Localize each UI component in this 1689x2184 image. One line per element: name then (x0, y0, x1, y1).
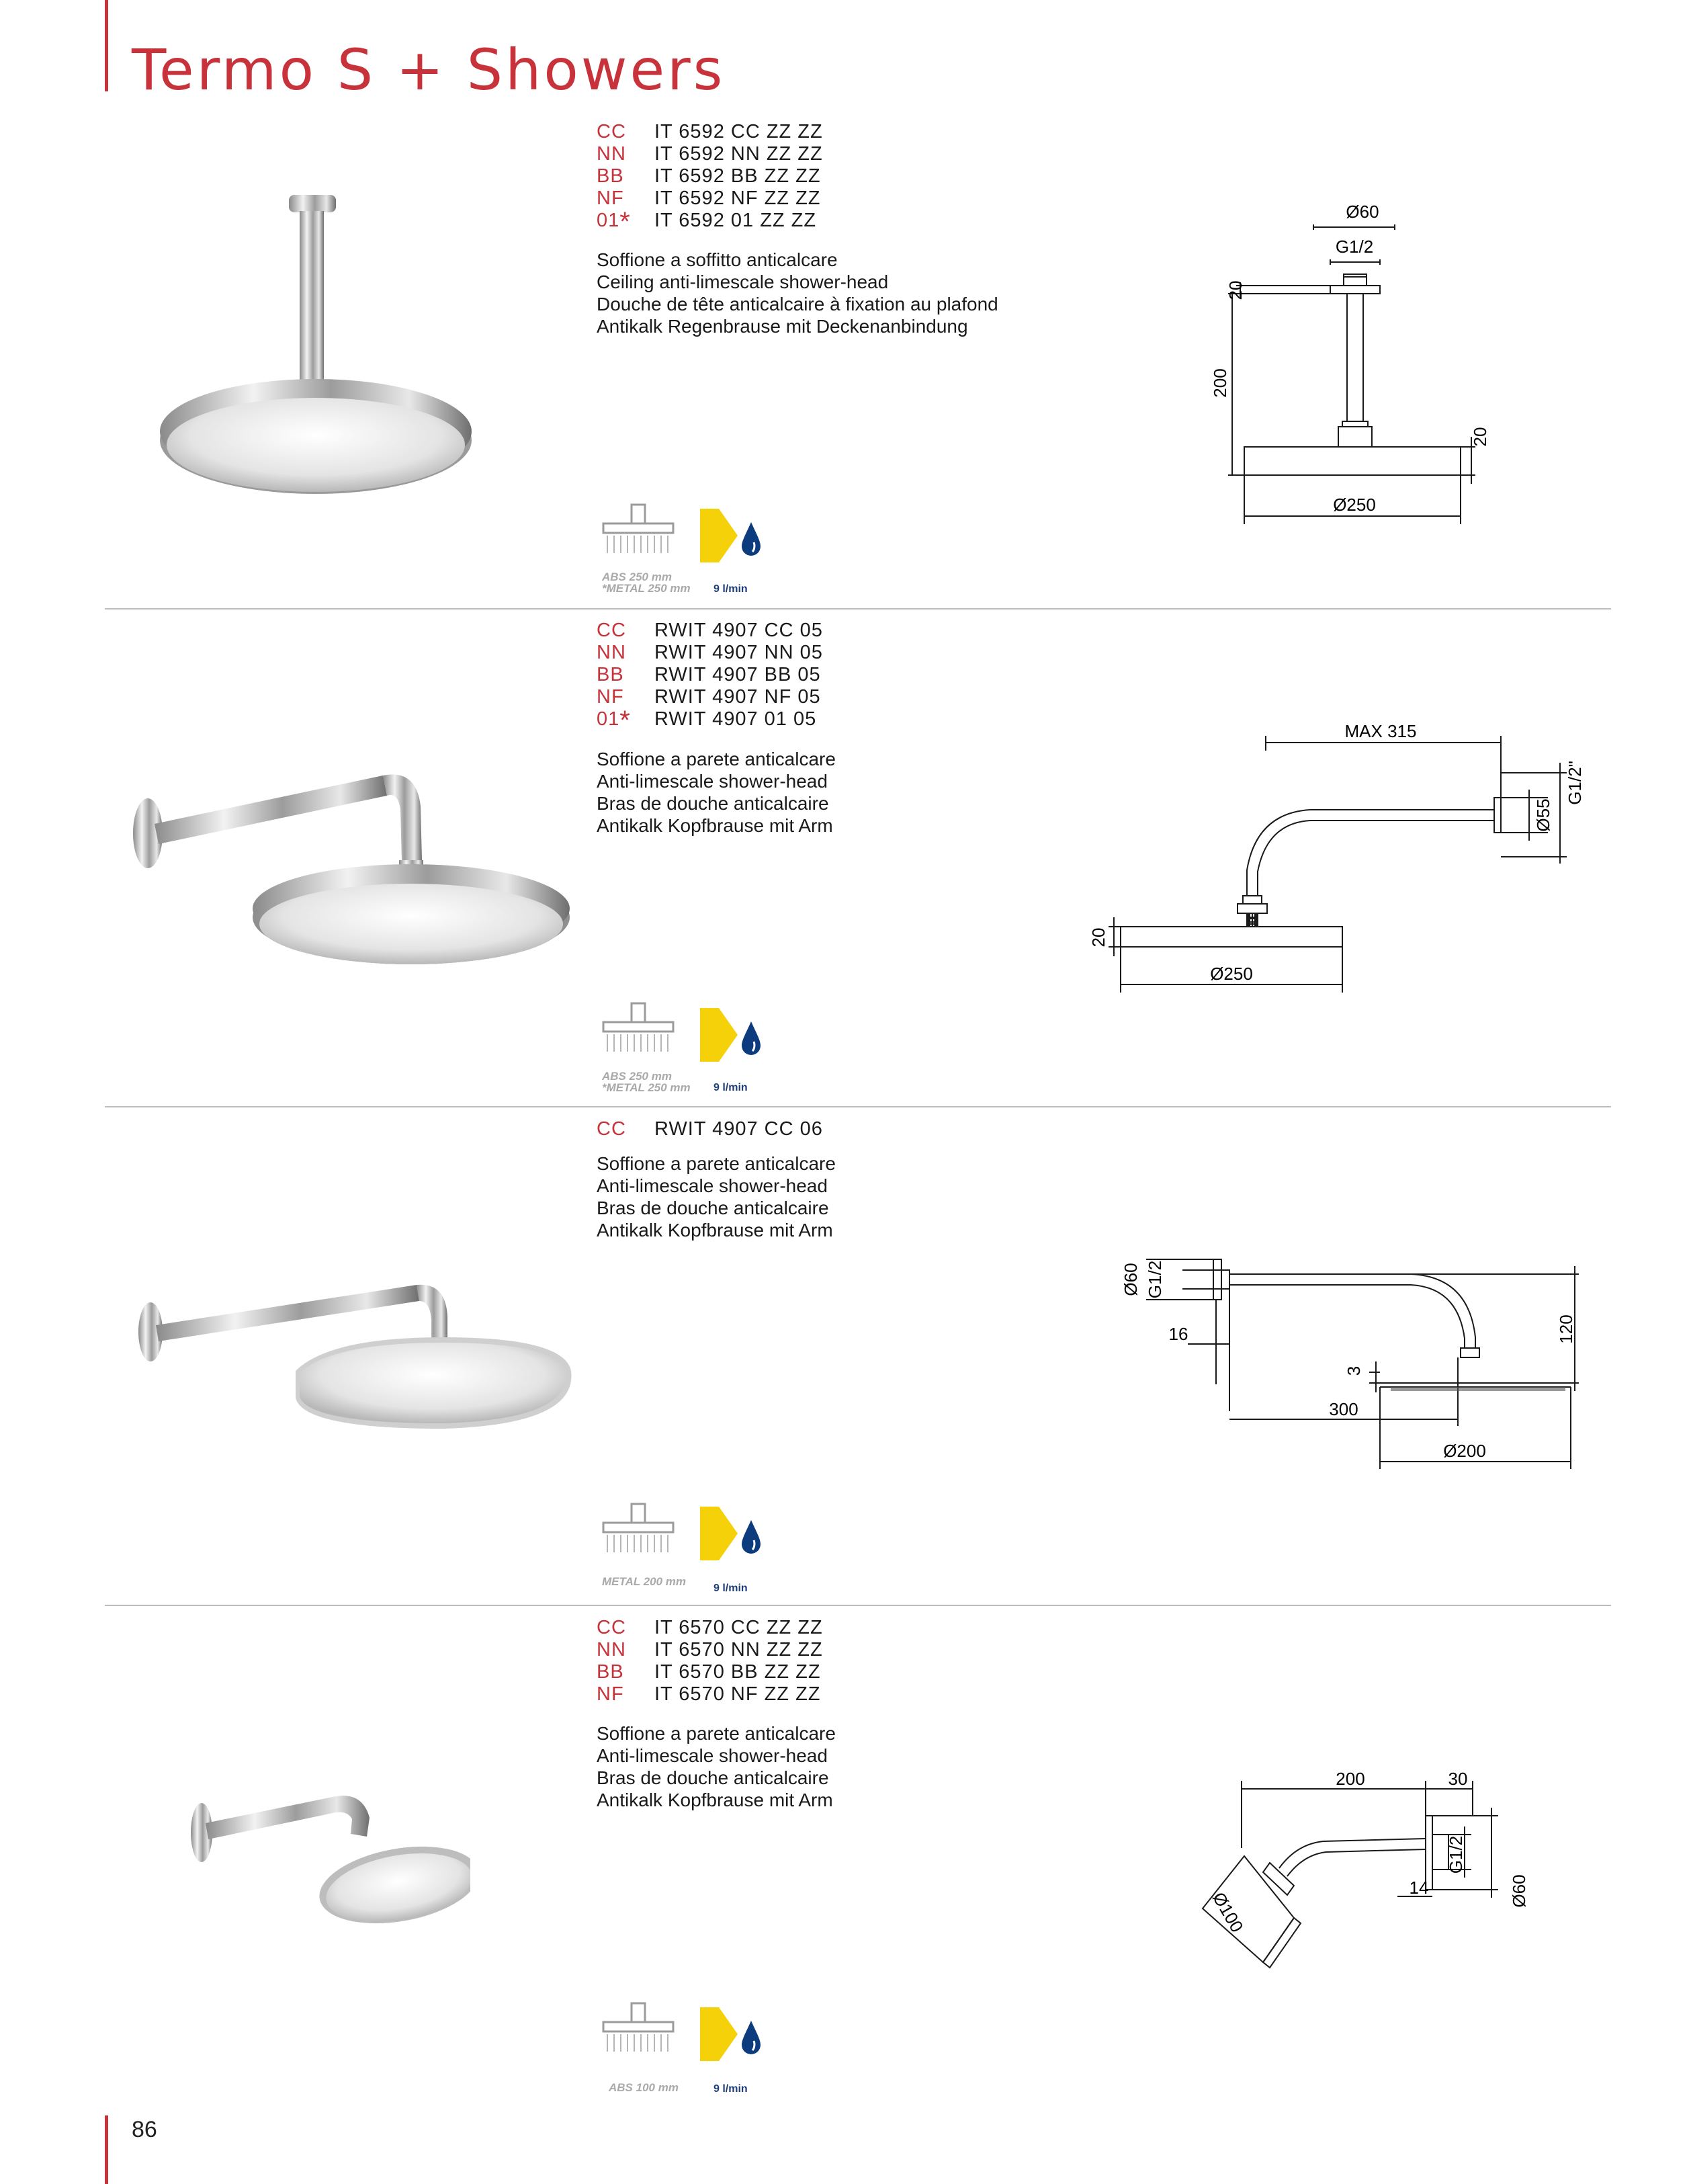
water-flow-icon (699, 1505, 766, 1566)
description-line: Anti-limescale shower-head (597, 1745, 828, 1766)
asterisk-mark: * (619, 706, 631, 735)
water-flow-icon (699, 507, 766, 568)
flow-rate-label: 9 l/min (713, 1583, 748, 1594)
shower-head-size-icon (598, 999, 679, 1073)
section-divider (105, 1106, 1611, 1107)
article-code: IT 6570 NN ZZ ZZ (654, 1639, 823, 1661)
finish-code: CC (597, 620, 626, 641)
dim-diameter: Ø55 (1533, 798, 1553, 832)
dim-diameter: Ø60 (1346, 202, 1379, 222)
dim-label: 200 (1336, 1769, 1365, 1789)
description-line: Antikalk Kopfbrause mit Arm (597, 1220, 833, 1241)
description-line: Anti-limescale shower-head (597, 771, 828, 792)
technical-drawing (1196, 195, 1491, 544)
dim-diameter: Ø250 (1210, 964, 1253, 984)
code-row (597, 1683, 823, 1706)
article-code: IT 6592 BB ZZ ZZ (654, 165, 821, 187)
size-caption: *METAL 250 mm (602, 1081, 691, 1094)
technical-drawing (1109, 1250, 1592, 1478)
size-caption: METAL 200 mm (602, 1575, 687, 1588)
dim-thread: G1/2" (1565, 761, 1585, 805)
flow-rate-label: 9 l/min (713, 2083, 748, 2095)
code-row (597, 1661, 823, 1683)
water-flow-icon (699, 2006, 766, 2066)
code-row (597, 620, 823, 642)
description-line: Ceiling anti-limescale shower-head (597, 271, 889, 292)
dim-label: 14 (1409, 1878, 1429, 1898)
page-title: Termo S + Showers (132, 37, 726, 103)
dim-thread: G1/2 (1145, 1260, 1165, 1299)
page-number: 86 (132, 2117, 157, 2142)
finish-code (597, 207, 654, 237)
article-code: RWIT 4907 BB 05 (654, 664, 821, 685)
water-flow-icon (699, 1007, 766, 1067)
code-row (597, 207, 823, 237)
dim-label: MAX 315 (1344, 721, 1417, 741)
dim-diameter: Ø60 (1509, 1874, 1529, 1908)
code-row (597, 642, 823, 664)
finish-code-value: 01 (597, 210, 620, 231)
flow-rate-label: 9 l/min (713, 583, 748, 595)
code-row (597, 1118, 823, 1140)
description-line: Bras de douche anticalcaire (597, 793, 829, 814)
dim-label: 16 (1168, 1324, 1188, 1344)
shower-head-size-icon (598, 1999, 679, 2073)
product-description (597, 1152, 836, 1241)
article-code: RWIT 4907 CC 05 (654, 620, 823, 641)
finish-code: CC (597, 1118, 626, 1140)
finish-code: NF (597, 686, 624, 708)
size-caption: *METAL 250 mm (602, 582, 691, 595)
product-description (597, 1722, 836, 1811)
icon-caption (602, 1070, 691, 1093)
code-row (597, 165, 823, 187)
finish-code: NN (597, 143, 626, 165)
description-line: Anti-limescale shower-head (597, 1175, 828, 1196)
description-line: Soffione a parete anticalcare (597, 1723, 836, 1744)
technical-drawing (1088, 716, 1606, 1011)
dim-label: 20 (1470, 427, 1490, 447)
dim-label: 300 (1329, 1399, 1358, 1419)
code-row (597, 143, 823, 165)
article-code: RWIT 4907 NF 05 (654, 686, 821, 708)
section-divider (105, 608, 1611, 610)
flow-rate-label: 9 l/min (713, 1082, 748, 1093)
dim-thread: G1/2 (1446, 1835, 1466, 1874)
dim-label: 120 (1556, 1314, 1576, 1344)
finish-code: BB (597, 165, 624, 187)
icon-caption (609, 2082, 679, 2093)
article-code: IT 6592 CC ZZ ZZ (654, 121, 823, 142)
dim-diameter: Ø200 (1443, 1441, 1486, 1461)
code-row (597, 1639, 823, 1661)
description-line: Bras de douche anticalcaire (597, 1767, 829, 1788)
shower-head-size-icon (598, 1500, 679, 1574)
product-codes (597, 1118, 823, 1140)
article-code: IT 6570 NF ZZ ZZ (654, 1683, 821, 1705)
code-row (597, 1617, 823, 1639)
description-line: Soffione a soffitto anticalcare (597, 249, 838, 270)
product-description (597, 249, 998, 337)
wall-shower-photo (128, 1270, 584, 1445)
article-code: IT 6570 BB ZZ ZZ (654, 1661, 821, 1683)
article-code: IT 6592 NF ZZ ZZ (654, 187, 821, 209)
code-row (597, 121, 823, 143)
dim-thread: G1/2 (1335, 237, 1374, 257)
finish-code: CC (597, 1617, 626, 1638)
finish-code: BB (597, 1661, 624, 1683)
dim-label: 200 (1210, 368, 1230, 398)
section-divider (105, 1605, 1611, 1606)
dim-diameter: Ø100 (1208, 1888, 1248, 1936)
size-caption: ABS 100 mm (609, 2081, 679, 2094)
dim-label: 20 (1088, 927, 1109, 948)
finish-code: BB (597, 664, 624, 685)
ceiling-shower-photo (155, 181, 484, 504)
dim-diameter: Ø250 (1333, 495, 1376, 515)
finish-code: NF (597, 1683, 624, 1705)
article-code: IT 6592 NN ZZ ZZ (654, 143, 823, 165)
finish-code: NF (597, 187, 624, 209)
article-code: RWIT 4907 CC 06 (654, 1118, 823, 1140)
product-description (597, 748, 836, 837)
product-codes (597, 620, 823, 735)
dim-label: 20 (1225, 280, 1246, 300)
product-codes (597, 1617, 823, 1706)
asterisk-mark: * (619, 207, 631, 237)
finish-code: NN (597, 1639, 626, 1661)
description-line: Antikalk Kopfbrause mit Arm (597, 815, 833, 836)
footer-accent-bar (105, 2115, 108, 2184)
wall-shower-photo (121, 759, 578, 974)
description-line: Soffione a parete anticalcare (597, 1153, 836, 1174)
icon-caption (602, 1576, 686, 1587)
icon-caption (602, 571, 691, 594)
size-caption: ABS 250 mm (602, 571, 672, 583)
description-line: Soffione a parete anticalcare (597, 749, 836, 769)
finish-code-value: 01 (597, 708, 620, 730)
size-caption: ABS 250 mm (602, 1070, 672, 1083)
code-row (597, 706, 823, 735)
article-code: RWIT 4907 01 05 (654, 708, 817, 730)
shower-head-size-icon (598, 501, 679, 575)
title-accent-bar (105, 0, 108, 91)
finish-code (597, 706, 654, 735)
dim-diameter: Ø60 (1121, 1263, 1141, 1296)
product-codes (597, 121, 823, 237)
description-line: Bras de douche anticalcaire (597, 1198, 829, 1218)
finish-code: CC (597, 121, 626, 142)
wall-shower-photo (175, 1784, 470, 1932)
dim-label: 30 (1448, 1769, 1468, 1789)
article-code: IT 6592 01 ZZ ZZ (654, 210, 817, 231)
code-row (597, 664, 823, 686)
article-code: RWIT 4907 NN 05 (654, 642, 823, 663)
description-line: Douche de tête anticalcaire à fixation au plafond (597, 294, 998, 314)
description-line: Antikalk Kopfbrause mit Arm (597, 1790, 833, 1810)
dim-label: 3 (1344, 1366, 1364, 1376)
finish-code: NN (597, 642, 626, 663)
technical-drawing (1162, 1754, 1539, 1982)
article-code: IT 6570 CC ZZ ZZ (654, 1617, 823, 1638)
description-line: Antikalk Regenbrause mit Deckenanbindung (597, 316, 968, 337)
